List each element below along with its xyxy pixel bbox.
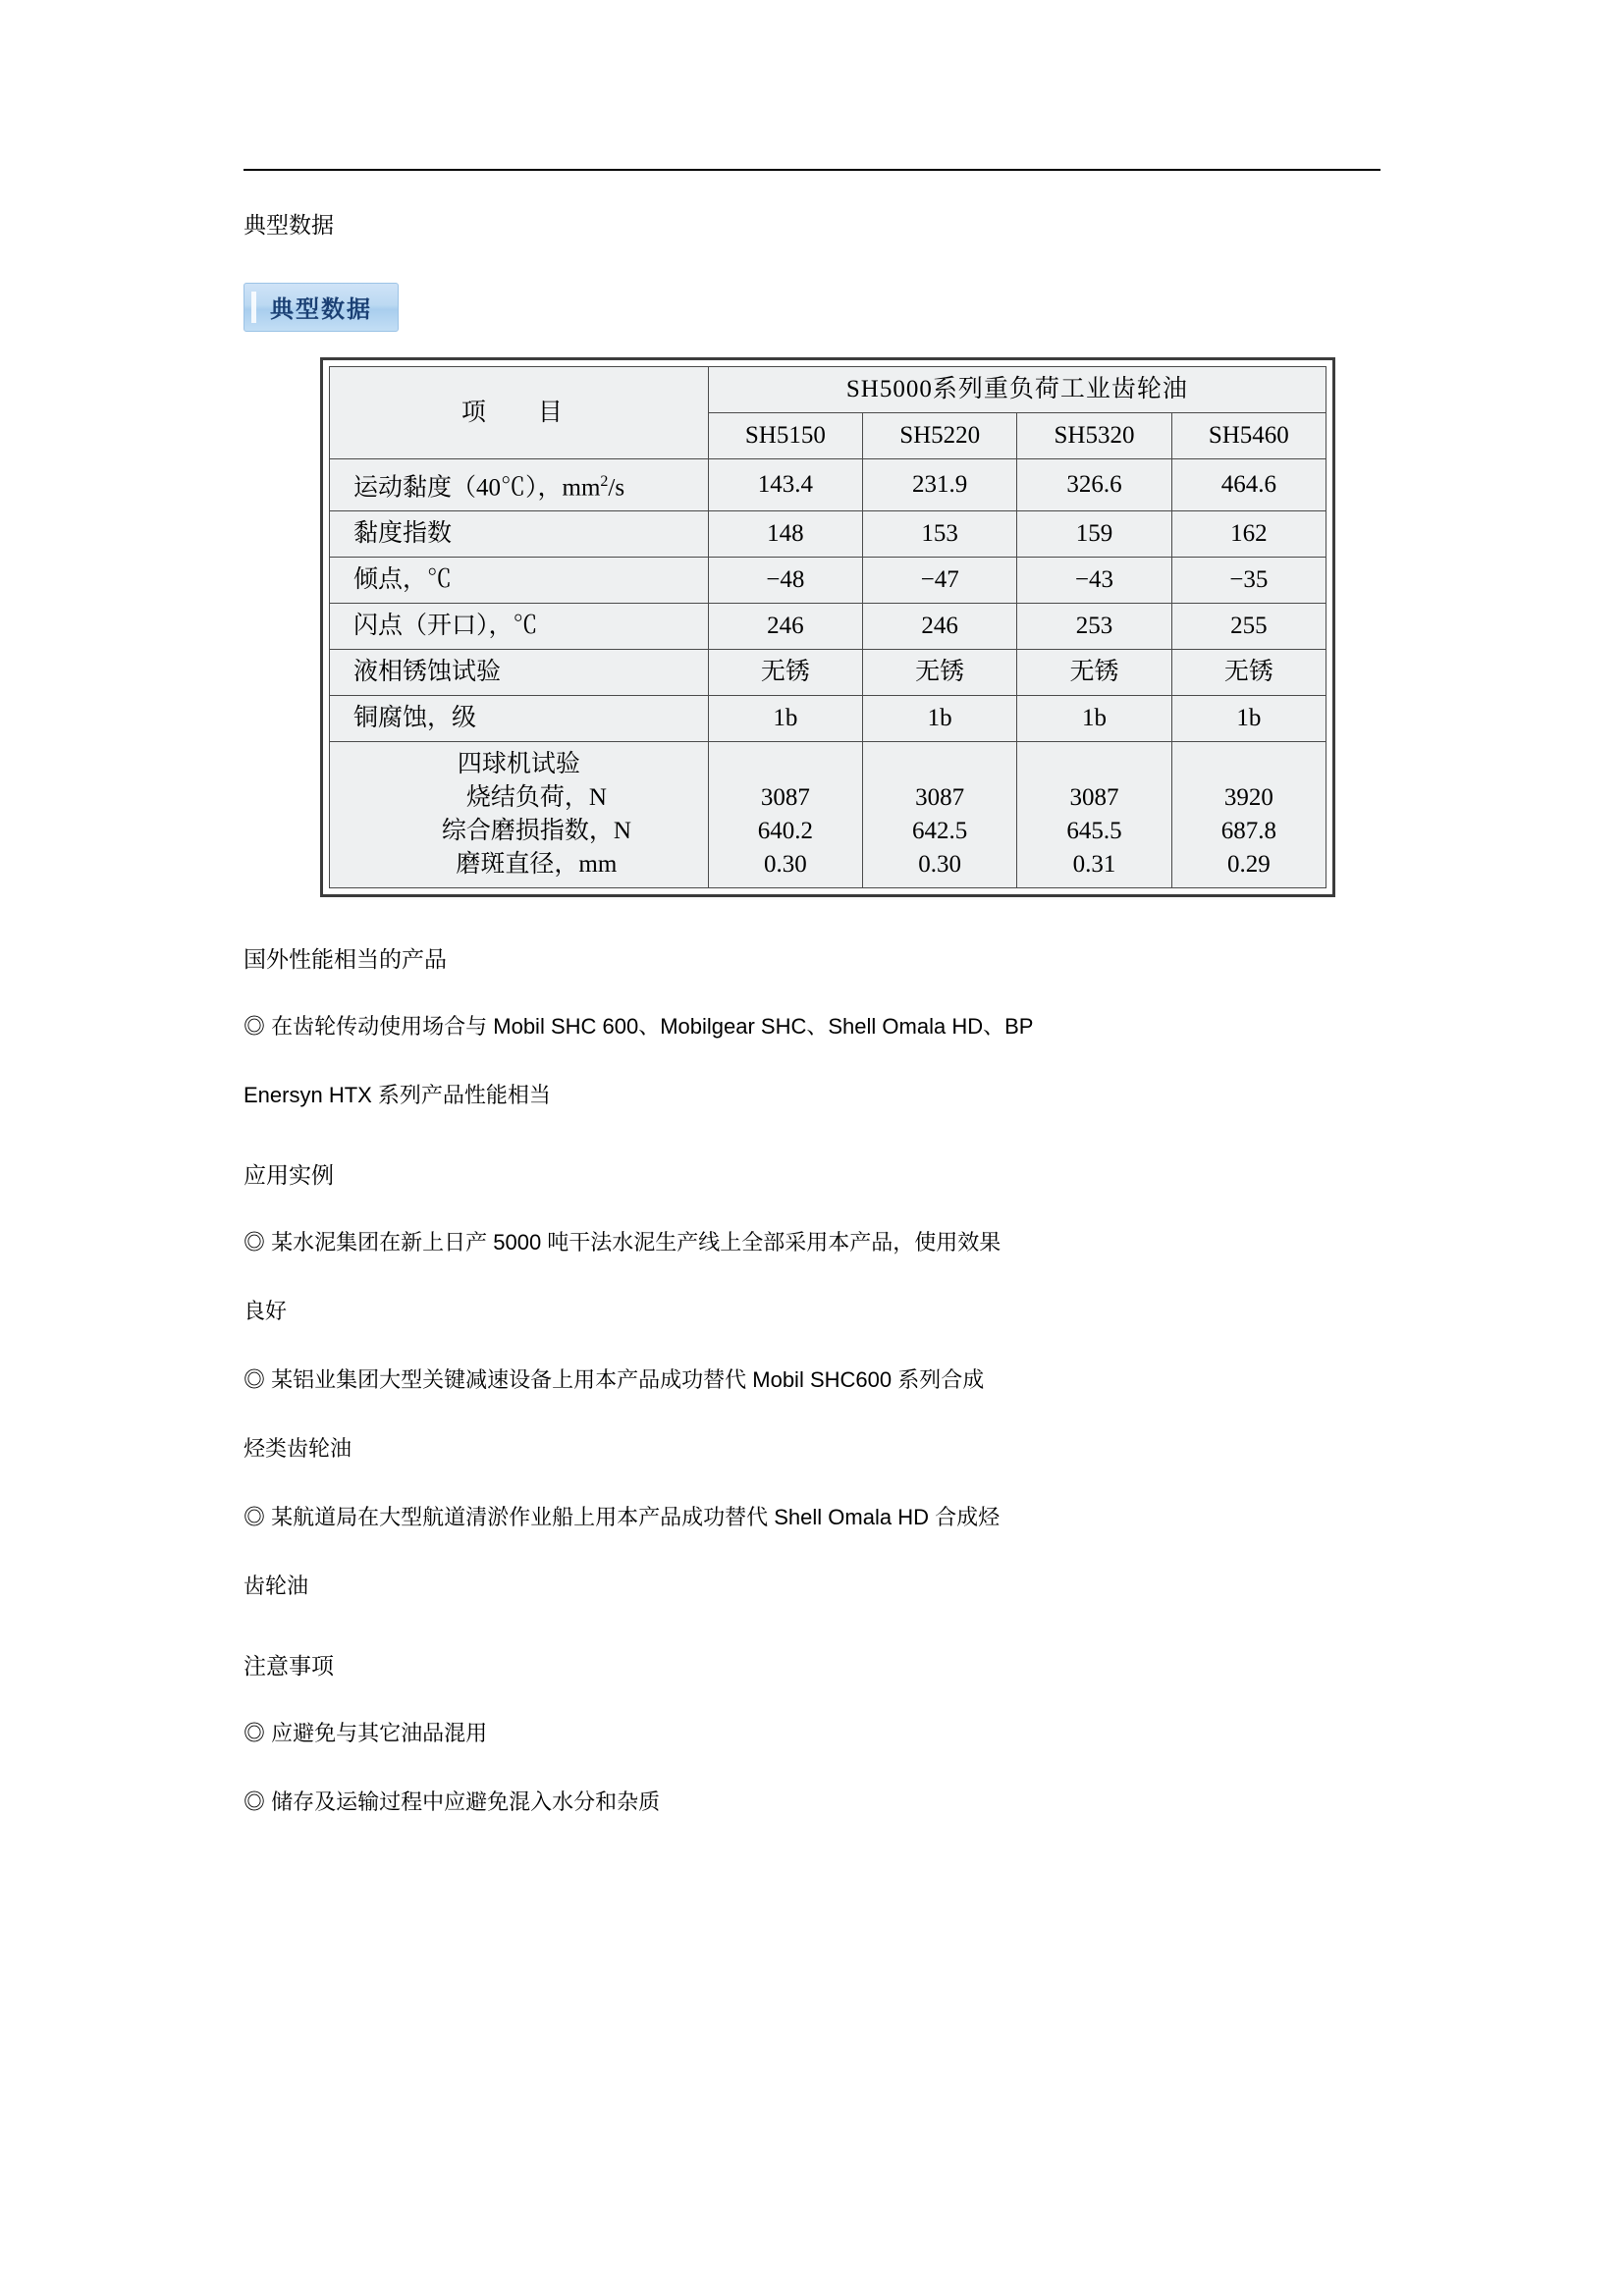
paragraph — [244, 1751, 1402, 1820]
cell-value: 无锈 — [863, 650, 1017, 696]
cell-value: 3920 — [1223, 784, 1273, 812]
cell-value: 3087 — [1069, 784, 1119, 812]
column-header-sh5460: SH5460 — [1171, 413, 1326, 459]
cell-value: 1b — [1017, 696, 1171, 742]
bullet-icon: ◎ — [244, 1789, 266, 1815]
paragraph — [244, 1192, 1402, 1260]
column-header-sh5150: SH5150 — [708, 413, 862, 459]
bullet-icon: ◎ — [244, 1721, 266, 1746]
cell-value: 1b — [1171, 696, 1326, 742]
paragraph — [244, 976, 1402, 1044]
bullet-icon: ◎ — [244, 1230, 266, 1255]
row-label-text: 运动黏度（40℃），mm — [353, 474, 601, 502]
cell-value: 687.8 — [1220, 818, 1276, 845]
cell-value: 0.30 — [918, 851, 962, 879]
cell-value: 0.29 — [1226, 851, 1271, 879]
cell-value: 0.31 — [1072, 851, 1116, 879]
cell-value: 253 — [1017, 604, 1171, 650]
typical-data-badge: 典型数据 — [244, 283, 399, 332]
table-row-four-ball — [330, 742, 1326, 888]
paragraph-line: 在齿轮传动使用场合与 Mobil SHC 600、Mobilgear SHC、Shell Omala HD、BP — [271, 1014, 1034, 1040]
row-label-copper-corrosion: 铜腐蚀，级 — [330, 696, 709, 742]
row-label-suffix: /s — [608, 474, 625, 502]
column-header-item: 项 目 — [330, 367, 709, 459]
cell-value: −35 — [1171, 558, 1326, 604]
paragraph-line: 某铝业集团大型关键减速设备上用本产品成功替代 Mobil SHC600 系列合成 — [271, 1367, 985, 1393]
paragraph-line: 某航道局在大型航道清淤作业船上用本产品成功替代 Shell Omala HD 合成烃 — [271, 1505, 1001, 1530]
cell-value: 无锈 — [1017, 650, 1171, 696]
cell-value: −48 — [708, 558, 862, 604]
cell-value: 0.30 — [763, 851, 807, 879]
four-ball-column-sh5150 — [708, 742, 862, 888]
cell-value: 148 — [708, 511, 862, 558]
page-title: 典型数据 — [244, 212, 334, 238]
document-content — [244, 208, 1402, 1820]
table-header-row-1 — [330, 367, 1326, 413]
cell-value: 159 — [1017, 511, 1171, 558]
cell-value: 255 — [1171, 604, 1326, 650]
row-label-flash-point: 闪点（开口），℃ — [330, 604, 709, 650]
typical-data-table — [329, 366, 1326, 888]
section-title-precautions: 注意事项 — [244, 1653, 334, 1680]
bullet-icon: ◎ — [244, 1505, 266, 1530]
paragraph — [244, 1682, 1402, 1751]
four-ball-column-sh5460 — [1171, 742, 1326, 888]
four-ball-sub-wear-index: 综合磨损指数，N — [441, 818, 631, 845]
cell-value: 无锈 — [1171, 650, 1326, 696]
table-row — [330, 650, 1326, 696]
row-label-sup: 2 — [600, 473, 609, 490]
cell-value: 3087 — [760, 784, 810, 812]
cell-value: 153 — [863, 511, 1017, 558]
paragraph-line: 储存及运输过程中应避免混入水分和杂质 — [271, 1789, 661, 1815]
row-label-viscosity — [330, 459, 709, 511]
table-row — [330, 459, 1326, 511]
row-label-rust-test: 液相锈蚀试验 — [330, 650, 709, 696]
column-header-sh5220: SH5220 — [863, 413, 1017, 459]
four-ball-column-sh5320 — [1017, 742, 1171, 888]
cell-value: 326.6 — [1017, 459, 1171, 511]
section-title-equivalent-products: 国外性能相当的产品 — [244, 946, 447, 973]
table-row — [330, 511, 1326, 558]
cell-value: 3087 — [915, 784, 965, 812]
paragraph-line: 某水泥集团在新上日产 5000 吨干法水泥生产线上全部采用本产品，使用效果 — [271, 1230, 1001, 1255]
bullet-icon: ◎ — [244, 1014, 266, 1040]
row-label-four-ball — [330, 742, 709, 888]
paragraph-continuation: 齿轮油 — [244, 1574, 309, 1599]
paragraph-continuation: 烃类齿轮油 — [244, 1436, 352, 1462]
cell-value: 无锈 — [708, 650, 862, 696]
cell-value: 1b — [708, 696, 862, 742]
paragraph-line: 应避免与其它油品混用 — [271, 1721, 488, 1746]
table-row — [330, 696, 1326, 742]
four-ball-title: 四球机试验 — [457, 751, 580, 778]
cell-value: 645.5 — [1066, 818, 1122, 845]
paragraph — [244, 1329, 1402, 1398]
cell-value: −47 — [863, 558, 1017, 604]
section-badge-wrapper — [244, 283, 1402, 332]
column-header-group: SH5000系列重负荷工业齿轮油 — [708, 367, 1326, 413]
paragraph-continuation: Enersyn HTX 系列产品性能相当 — [244, 1083, 551, 1108]
cell-value: 246 — [863, 604, 1017, 650]
cell-value: −43 — [1017, 558, 1171, 604]
four-ball-column-sh5220 — [863, 742, 1017, 888]
four-ball-sub-weld-load: 烧结负荷，N — [465, 784, 607, 812]
typical-data-table-frame — [320, 357, 1335, 897]
row-label-pour-point: 倾点，℃ — [330, 558, 709, 604]
cell-value: 464.6 — [1171, 459, 1326, 511]
header-rule — [244, 169, 1380, 171]
cell-value: 640.2 — [757, 818, 813, 845]
cell-value: 642.5 — [912, 818, 968, 845]
cell-value: 162 — [1171, 511, 1326, 558]
paragraph-continuation: 良好 — [244, 1299, 288, 1324]
bullet-icon: ◎ — [244, 1367, 266, 1393]
four-ball-sub-scar-diameter: 磨斑直径，mm — [456, 851, 618, 879]
cell-value: 246 — [708, 604, 862, 650]
section-title-applications: 应用实例 — [244, 1162, 334, 1189]
table-row — [330, 558, 1326, 604]
row-label-viscosity-index: 黏度指数 — [330, 511, 709, 558]
column-header-sh5320: SH5320 — [1017, 413, 1171, 459]
paragraph — [244, 1467, 1402, 1535]
cell-value: 143.4 — [708, 459, 862, 511]
cell-value: 231.9 — [863, 459, 1017, 511]
cell-value: 1b — [863, 696, 1017, 742]
table-row — [330, 604, 1326, 650]
